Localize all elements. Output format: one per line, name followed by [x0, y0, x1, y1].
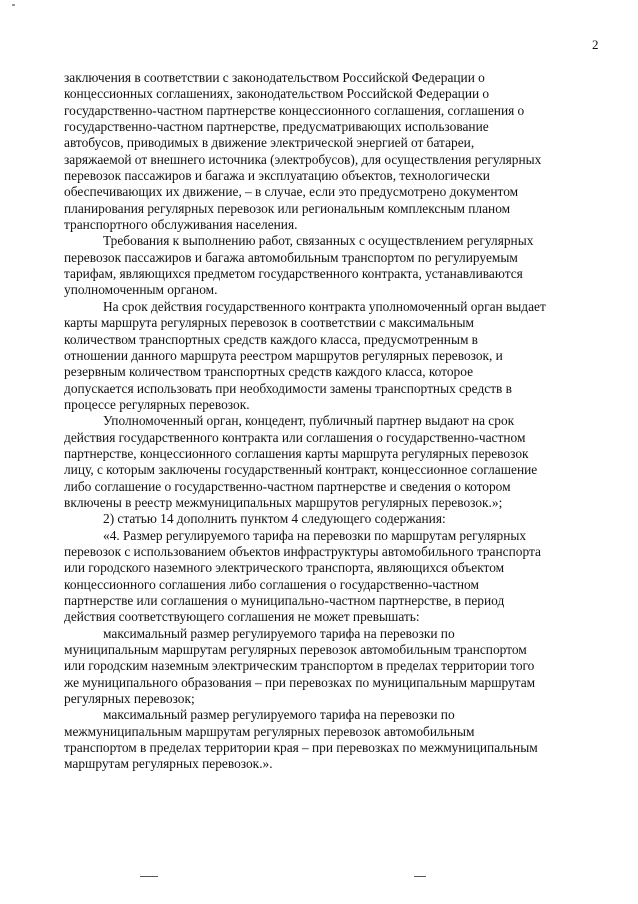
- footer-rule-left: [140, 876, 158, 877]
- paragraph-4: Уполномоченный орган, концедент, публичный партнер выдают на срок действия государственного контракта или соглашения о государственно-частном партнерстве, концессионного соглашения карты маршрута регулярных перевозок лицу, с которым заключены государственный контракт, концессионное соглашение либо соглашение о государственно-частном партнерстве и сведения о котором включены в реестр межмуниципальных маршрутов регулярных перевозок.»;: [64, 413, 538, 510]
- page-number: 2: [592, 37, 599, 52]
- paragraph-5: 2) статью 14 дополнить пунктом 4 следующего содержания:: [103, 511, 446, 527]
- paragraph-8: максимальный размер регулируемого тарифа на перевозки по межмуниципальным маршрутам регулярных перевозок автомобильным транспортом в пределах территории края – при перевозках по межмуниципальным маршрутам регулярных перевозок.».: [64, 707, 538, 772]
- document-body: [64, 70, 601, 773]
- paragraph-2: Требования к выполнению работ, связанных с осуществлением регулярных перевозок пассажиров и багажа автомобильным транспортом по регулируемым тарифам, являющихся предметом государственного контракта, устанавливаются уполномоченным органом.: [64, 233, 534, 298]
- paragraph-1: заключения в соответствии с законодательством Российской Федерации о концессионных соглашениях, законодательством Российской Федерации о государственно-частном партнерстве концессионного соглашения, соглашения о государственно-частном партнерстве, предусматривающих использование автобусов, приводимых в движение электрической энергией от батареи, заряжаемой от внешнего источника (электробусов), для осуществления регулярных перевозок пассажиров и багажа и эксплуатацию объектов, технологически обеспечивающих их движение, – в случае, если это предусмотрено документом планирования регулярных перевозок или региональным комплексным планом транспортного обслуживания населения.: [64, 70, 542, 233]
- paragraph-3: На срок действия государственного контракта уполномоченный орган выдает карты маршрута регулярных перевозок в соответствии с максимальным количеством транспортных средств каждого класса, предусмотренным в отношении данного маршрута реестром маршрутов регулярных перевозок, и резервным количеством транспортных средств каждого класса, которое допускается использовать при необходимости замены транспортных средств в процессе регулярных перевозок.: [64, 298, 546, 412]
- paragraph-6: «4. Размер регулируемого тарифа на перевозки по маршрутам регулярных перевозок с использованием объектов инфраструктуры автомобильного транспорта или городского наземного электрического транспорта, являющихся объектом концессионного соглашения либо соглашения о государственно-частном партнерстве или соглашения о муниципально-частном партнерстве, в период действия соответствующего соглашения не может превышать:: [64, 527, 541, 625]
- footer-rule-right: [414, 876, 426, 877]
- paragraph-7: максимальный размер регулируемого тарифа на перевозки по муниципальным маршрутам регулярных перевозок автомобильным транспортом или городским наземным электрическим транспортом в пределах территории того же муниципального образования – при перевозках по муниципальным маршрутам регулярных перевозок;: [64, 625, 536, 707]
- scan-speck: [12, 4, 15, 6]
